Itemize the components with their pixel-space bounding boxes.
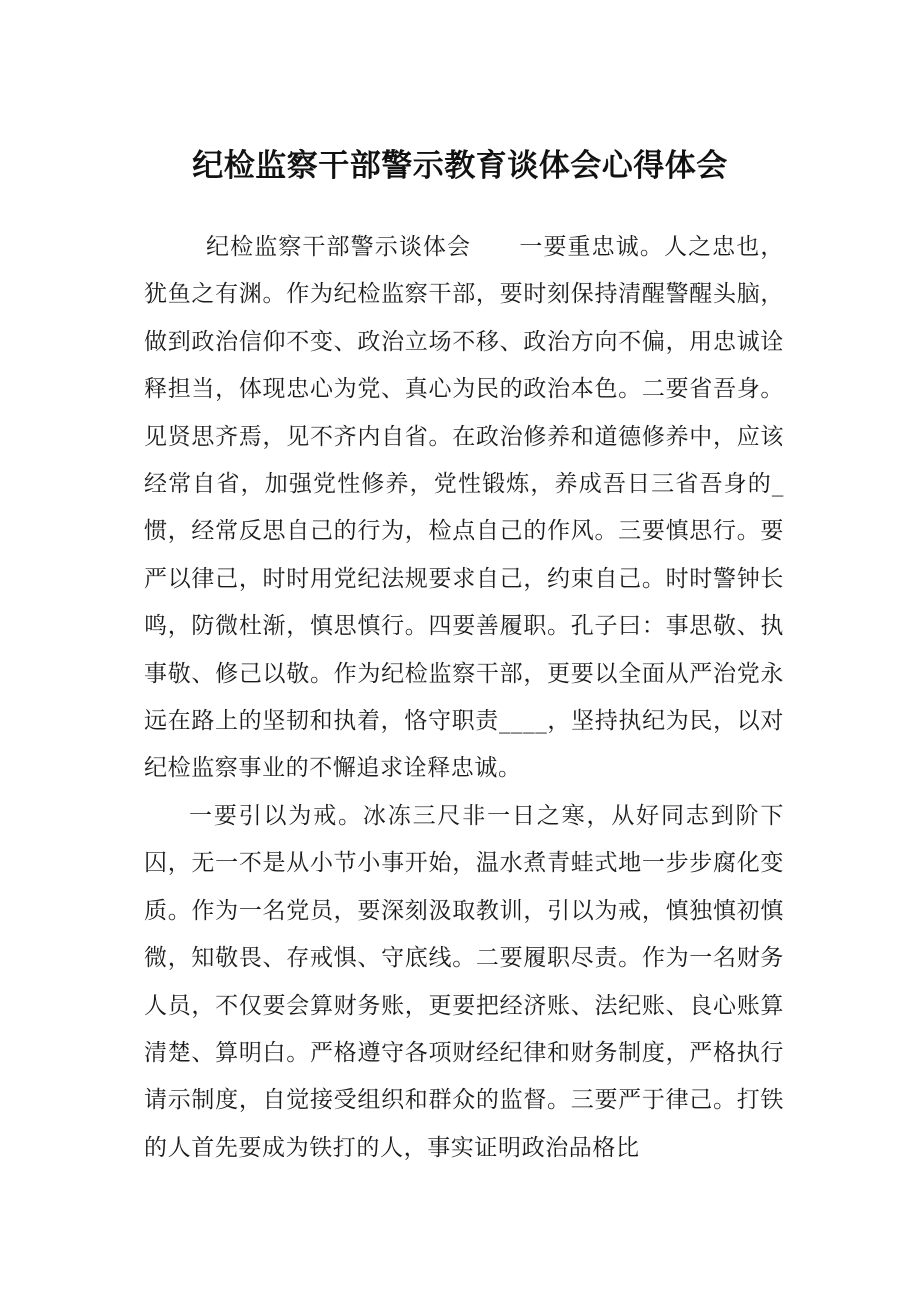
paragraph-1: 纪检监察干部警示谈体会 一要重忠诚。人之忠也，犹鱼之有渊。作为纪检监察干部，要时刻保持清醒警醒头脑，做到政治信仰不变、政治立场不移、政治方向不偏，用忠诚诠释担当，体现忠心为党、真心为民的政治本色。二要省吾身。见贤思齐焉，见不齐内自省。在政治修养和道德修养中，应该经常自省，加强党性修养，党性锻炼，养成吾日三省吾身的_惯，经常反思自己的行为，检点自己的作风。三要慎思行。要严以律己，时时用党纪法规要求自己，约束自己。时时警钟长鸣，防微杜渐，慎思慎行。四要善履职。孔子曰：事思敬、执事敬、修己以敬。作为纪检监察干部，更要以全面从严治党永远在路上的坚韧和执着，恪守职责____，坚持执纪为民，以对纪检监察事业的不懈追求诠释忠诚。 xyxy=(144,234,784,782)
paragraph-2: 一要引以为戒。冰冻三尺非一日之寒，从好同志到阶下囚，无一不是从小节小事开始，温水煮青蛙式地一步步腐化变质。作为一名党员，要深刻汲取教训，引以为戒，慎独慎初慎微，知敬畏、存戒惧、守底线。二要履职尽责。作为一名财务人员，不仅要会算财务账，更要把经济账、法纪账、良心账算清楚、算明白。严格遵守各项财经纪律和财务制度，严格执行请示制度，自觉接受组织和群众的监督。三要严于律己。打铁的人首先要成为铁打的人，事实证明政治品格比 xyxy=(144,802,784,1161)
document-title: 纪检监察干部警示教育谈体会心得体会 xyxy=(192,148,728,184)
document-body xyxy=(144,224,784,1172)
